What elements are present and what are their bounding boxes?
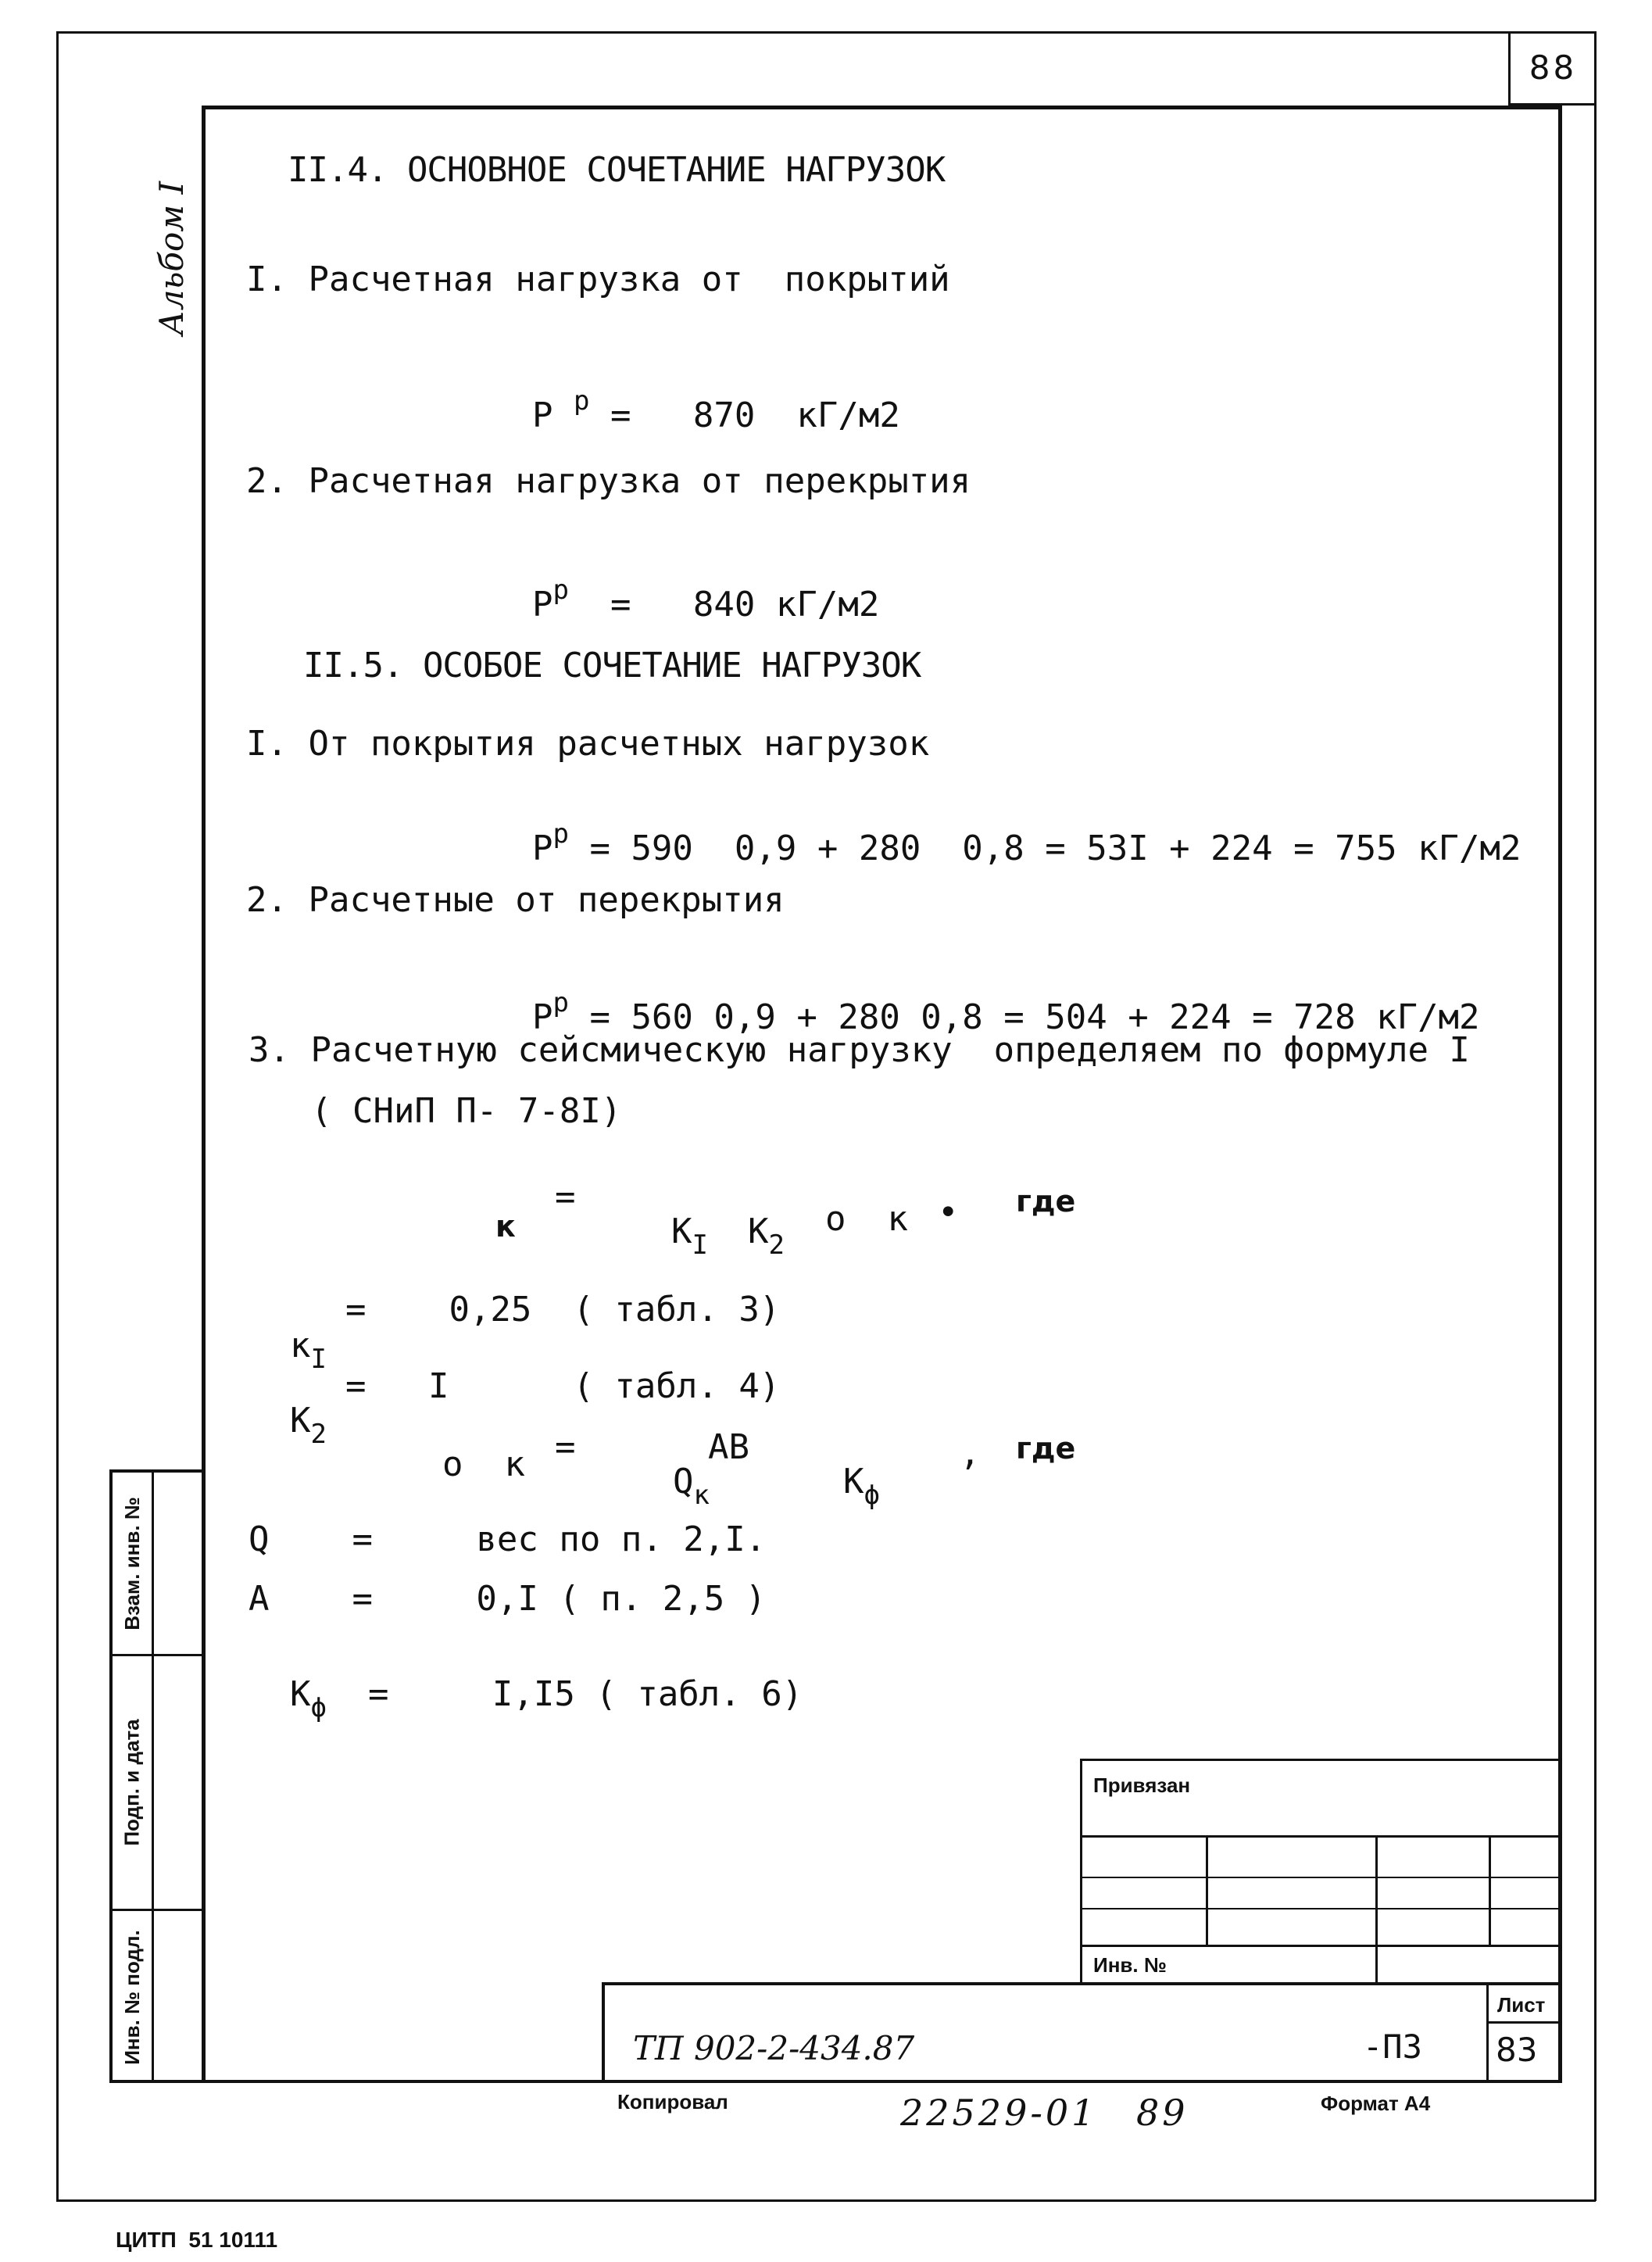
privyazan-col-3	[1489, 1835, 1491, 1947]
list-label: Лист	[1497, 1993, 1546, 2017]
outer-frame-right	[1594, 31, 1597, 2201]
ok-lhs: о к	[442, 1444, 525, 1484]
formula-rest: = 840 кГ/м2	[568, 585, 880, 625]
side-stamp-inv: Инв. № подл.	[120, 1929, 144, 2065]
footer-printer: ЦИТП 51 10111	[116, 2228, 278, 2252]
ok-K-letter: K	[842, 1462, 864, 1501]
formula-sup: p	[552, 574, 569, 606]
formula-rest: = 560 0,9 + 280 0,8 = 504 + 224 = 728 кГ/м2	[568, 997, 1480, 1037]
section-5-item3-line2: ( СНиП П- 7-8I)	[311, 1091, 622, 1131]
ok-where: где	[1016, 1431, 1076, 1466]
section-4-item2-formula	[491, 542, 880, 625]
k1-value: = 0,25 ( табл. 3)	[345, 1290, 781, 1330]
formula-sup: p	[552, 987, 569, 1018]
formula-k-sub: к	[495, 1209, 516, 1244]
outer-frame-left	[56, 31, 59, 2201]
privyazan-col-1	[1206, 1835, 1208, 1947]
page-number: 88	[1529, 48, 1578, 87]
privyazan-label: Привязан	[1093, 1773, 1191, 1797]
doc-code: ТП 902-2-434.87	[633, 2029, 915, 2067]
formula-p: P	[531, 997, 553, 1037]
page-number-box	[1508, 31, 1596, 106]
k1-label: к	[289, 1326, 311, 1365]
list-col-divider	[1486, 1985, 1489, 2083]
formula-k-K2	[706, 1180, 785, 1261]
privyazan-col-2	[1375, 1835, 1378, 1985]
footer-order-no: 22529-01	[900, 2092, 1098, 2134]
def-K-rest: = I,I5 ( табл. 6)	[326, 1674, 803, 1714]
ok-Q-letter: Q	[672, 1462, 694, 1501]
formula-k-K1	[630, 1180, 708, 1261]
privyazan-table	[1080, 1759, 1562, 1985]
side-stamp-vzam-cell	[113, 1473, 152, 1654]
outer-frame-bottom	[56, 2199, 1596, 2202]
ok-eq: =	[555, 1427, 576, 1467]
section-5-item1-formula	[491, 786, 1521, 866]
formula-k-eq: =	[555, 1177, 576, 1217]
side-stamp-divider-v	[152, 1473, 154, 2083]
ok-K-sub: ϕ	[864, 1480, 880, 1511]
formula-k-K2-letter: K	[747, 1212, 769, 1251]
def-K	[249, 1643, 803, 1721]
section-4-heading: II.4. ОСНОВНОЕ СОЧЕТАНИЕ НАГРУЗОК	[288, 150, 946, 190]
ok-AB: AB	[708, 1427, 749, 1467]
formula-k-where: где	[1016, 1184, 1076, 1219]
section-5-item3-line1: 3. Расчетную сейсмическую нагрузку определяем по формуле I	[249, 1030, 1470, 1070]
formula-p: P	[531, 829, 553, 868]
k1-sub: I	[310, 1344, 327, 1375]
inner-frame-top	[205, 106, 1561, 109]
ok-K	[802, 1430, 880, 1509]
album-label-box	[125, 181, 219, 335]
list-number: 83	[1496, 2031, 1538, 2069]
section-4-item1-formula	[491, 353, 900, 433]
formula-k-dot: •	[938, 1193, 959, 1233]
formula-k-K1-sub: I	[692, 1229, 708, 1261]
formula-rest: = 870 кГ/м2	[589, 395, 900, 435]
footer-kopiroval: Копировал	[617, 2090, 728, 2113]
formula-p: P	[531, 395, 553, 435]
def-K-letter: K	[289, 1674, 311, 1714]
ok-Q-sub: к	[693, 1480, 710, 1511]
section-5-heading: II.5. ОСОБОЕ СОЧЕТАНИЕ НАГРУЗОК	[303, 646, 921, 685]
main-stamp	[602, 1982, 1562, 2083]
def-A: A = 0,I ( п. 2,5 )	[249, 1579, 767, 1619]
formula-p: P	[531, 585, 553, 625]
outer-frame-top	[56, 31, 1596, 34]
inv-no-label: Инв. №	[1093, 1953, 1167, 1977]
footer-format: Формат А4	[1321, 2092, 1431, 2115]
doc-suffix: -ПЗ	[1363, 2028, 1422, 2066]
formula-k-K2-sub: 2	[768, 1229, 785, 1261]
k2-value: = I ( табл. 4)	[345, 1366, 781, 1406]
formula-sup: p	[552, 818, 569, 850]
k2-sub: 2	[310, 1419, 327, 1450]
k1-line	[249, 1294, 327, 1373]
formula-k-K1-letter: K	[670, 1212, 692, 1251]
k2-line	[249, 1369, 327, 1448]
def-Q: Q = вес по п. 2,I.	[249, 1519, 767, 1559]
section-4-item1-label: I. Расчетная нагрузка от покрытий	[246, 259, 950, 299]
formula-sup: p	[573, 385, 590, 417]
list-row-divider	[1486, 2021, 1562, 2024]
formula-rest: = 590 0,9 + 280 0,8 = 53I + 224 = 755 кГ/м2	[568, 829, 1521, 868]
def-K-sub: ϕ	[310, 1692, 327, 1723]
ok-Q	[631, 1430, 710, 1509]
side-stamp-podp: Подп. и дата	[120, 1719, 144, 1846]
footer-order-sheet: 89	[1136, 2092, 1189, 2134]
side-stamp-podp-cell	[113, 1656, 152, 1909]
formula-k-ok: о к	[825, 1199, 908, 1239]
section-5-item2-label: 2. Расчетные от перекрытия	[246, 880, 785, 920]
section-5-item2-formula	[491, 955, 1480, 1035]
k2-label: K	[289, 1401, 311, 1441]
side-stamp-vzam: Взам. инв. №	[120, 1496, 144, 1630]
section-4-item2-label: 2. Расчетная нагрузка от перекрытия	[246, 461, 971, 501]
album-label: Альбом I	[152, 181, 191, 335]
ok-comma: ,	[960, 1433, 981, 1473]
side-stamp	[109, 1469, 205, 2083]
section-5-item1-label: I. От покрытия расчетных нагрузок	[246, 724, 930, 764]
side-stamp-inv-cell	[113, 1911, 152, 2083]
